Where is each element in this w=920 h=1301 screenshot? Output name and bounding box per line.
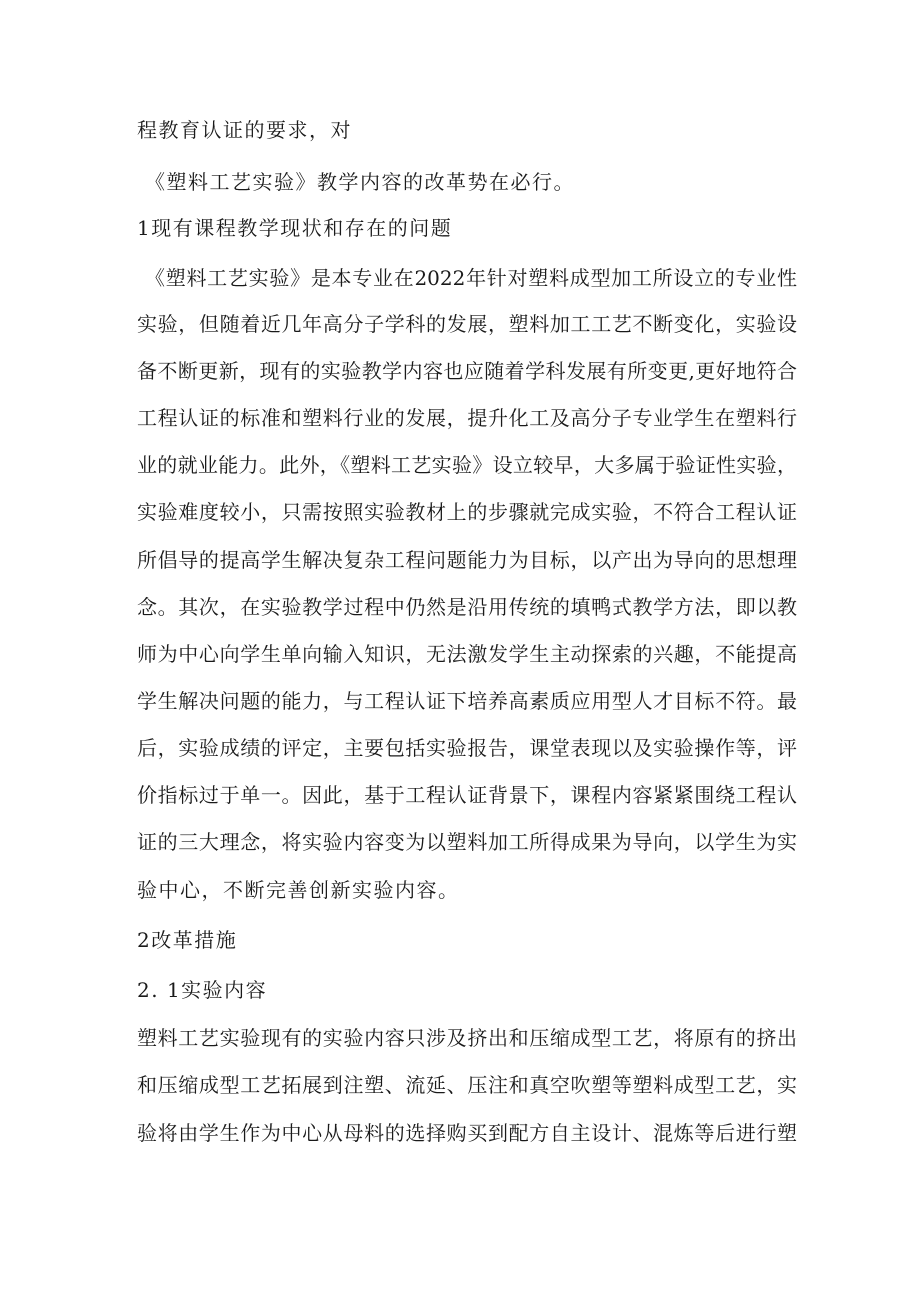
text-line: 念。其次，在实验教学过程中仍然是沿用传统的填鸭式教学方法，即以教 [137, 595, 797, 619]
text-line: 程教育认证的要求，对 [137, 118, 352, 142]
subsection-heading: 2. 1实验内容 [137, 978, 268, 1002]
text-line: 和压缩成型工艺拓展到注塑、流延、压注和真空吹塑等塑料成型工艺，实 [137, 1073, 797, 1097]
text-line: 工程认证的标准和塑料行业的发展，提升化工及高分子专业学生在塑料行 [137, 406, 797, 430]
text-line: 验中心，不断完善创新实验内容。 [137, 878, 460, 902]
text-line: 实验，但随着近几年高分子学科的发展，塑料加工工艺不断变化，实验设 [137, 312, 797, 336]
section-heading: 2改革措施 [137, 928, 238, 952]
text-line: 学生解决问题的能力，与工程认证下培养高素质应用型人才目标不符。最 [137, 689, 797, 713]
text-line: 备不断更新，现有的实验教学内容也应随着学科发展有所变更,更好地符合 [137, 359, 797, 383]
text-line: 业的就业能力。此外，《塑料工艺实验》设立较早，大多属于验证性实验， [137, 453, 797, 477]
text-line: 价指标过于单一。因此，基于工程认证背景下，课程内容紧紧围绕工程认 [137, 783, 797, 807]
text-line: 后，实验成绩的评定，主要包括实验报告，课堂表现以及实验操作等，评 [137, 736, 797, 760]
text-line: 验将由学生作为中心从母料的选择购买到配方自主设计、混炼等后进行塑 [137, 1121, 797, 1145]
text-line: 实验难度较小，只需按照实验教材上的步骤就完成实验，不符合工程认证 [137, 500, 797, 524]
text-line: 所倡导的提高学生解决复杂工程问题能力为目标，以产出为导向的思想理 [137, 548, 797, 572]
text-line: 证的三大理念，将实验内容变为以塑料加工所得成果为导向，以学生为实 [137, 830, 797, 854]
text-line: 《塑料工艺实验》教学内容的改革势在必行。 [145, 170, 575, 194]
text-line: 《塑料工艺实验》是本专业在2022年针对塑料成型加工所设立的专业性 [145, 266, 797, 290]
text-line: 塑料工艺实验现有的实验内容只涉及挤出和压缩成型工艺，将原有的挤出 [137, 1026, 797, 1050]
section-heading: 1现有课程教学现状和存在的问题 [137, 216, 453, 240]
text-line: 师为中心向学生单向输入知识，无法激发学生主动探索的兴趣，不能提高 [137, 642, 797, 666]
